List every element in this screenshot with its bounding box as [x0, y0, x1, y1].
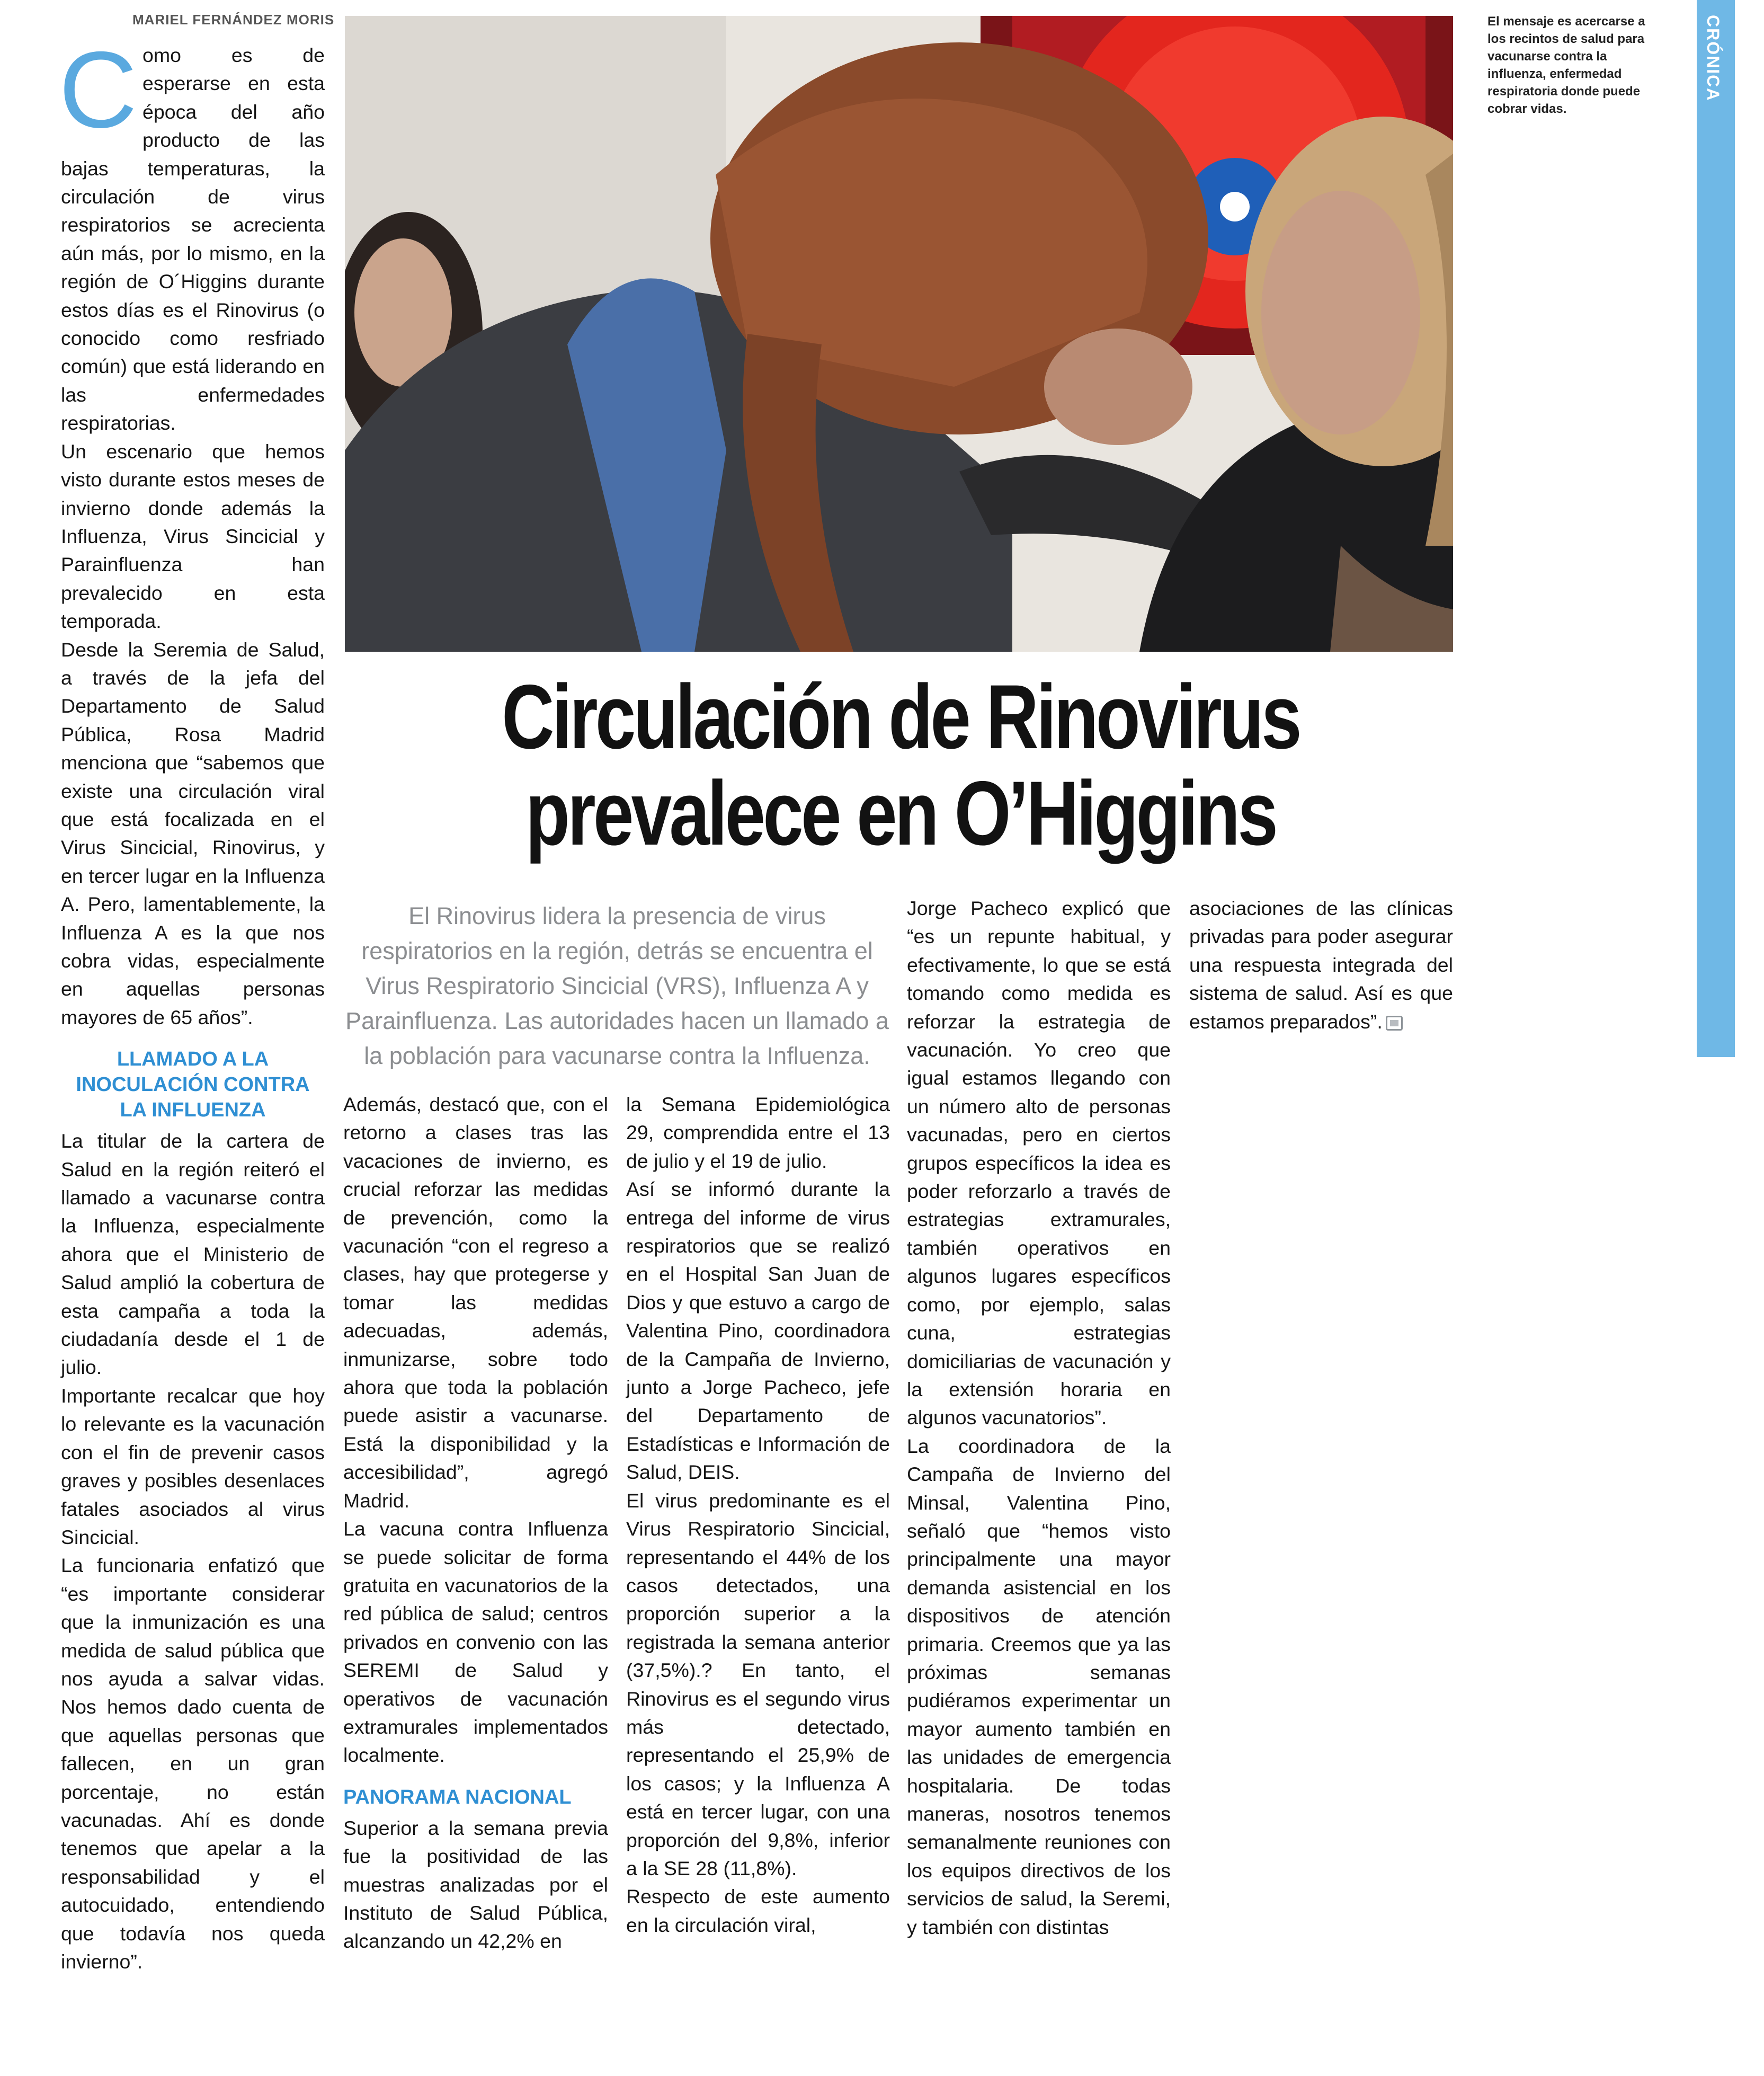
- subhead-llamado: LLAMADO A LA INOCULACIÓN CONTRA LA INFLUENZA: [76, 1048, 310, 1122]
- headline: Circulación de Rinovirus prevalece en O’Higgins: [502, 666, 1299, 864]
- article-paragraph: Como es de esperarse en esta época del año producto de las bajas temperaturas, la circulación de virus respiratorios se acrecienta aún más, por lo mismo, en la región de O´Higgins durante estos días es el Rinovirus (o conocido como resfriado común) que está liderando en las enfermedades respiratorias.: [59, 29, 325, 434]
- article-paragraph: Un escenario que hemos visto durante estos meses de invierno donde además la Influenza, Virus Sincicial y Parainfluenza han prevalecido en esta temporada.: [61, 440, 325, 633]
- end-mark-icon: [1386, 1016, 1403, 1031]
- vaccination-photo: [345, 16, 1453, 652]
- article-paragraph: Jorge Pacheco explicó que “es un repunte habitual, y efectivamente, lo que se está tomando como medida es reforzar la estrategia de vacunación. Yo creo que igual estamos llegando con un número alto de personas vacunadas, pero en ciertos grupos específicos la idea es poder reforzarlo a través de estrategias extramurales, también operativos en algunos lugares específicos como, por ejemplo, salas cuna, estrategias domiciliarias de vacunación y la extensión horaria en algunos vacunatorios”.: [907, 897, 1171, 1429]
- article-paragraph: La funcionaria enfatizó que “es importante considerar que la inmunización es una medida de salud pública que nos ayuda a salvar vidas. Nos hemos dado cuenta de que aquellas personas que fallecen, en un gran porcentaje, no están vacunadas. Ahí es donde tenemos que apelar a la responsabilidad y el autocuidado, entendiendo que todavía nos queda invierno”.: [61, 1554, 325, 1973]
- article-column-4: [907, 894, 1171, 1941]
- byline: MARIEL FERNÁNDEZ MORIS: [132, 12, 335, 28]
- article-column-1: [59, 29, 325, 1976]
- article-paragraph: la Semana Epidemiológica 29, comprendida entre el 13 de julio y el 19 de julio.: [626, 1093, 890, 1172]
- article-paragraph: La vacuna contra Influenza se puede solicitar de forma gratuita en vacunatorios de la red pública de salud; centros privados en convenio con las SEREMI de Salud y operativos de vacunación extramurales implementados localmente.: [343, 1518, 608, 1767]
- article-paragraph: Superior a la semana previa fue la positividad de las muestras analizadas por el Instituto de Salud Pública, alcanzando un 42,2% en: [343, 1816, 608, 1953]
- article-paragraph: Además, destacó que, con el retorno a clases tras las vacaciones de invierno, es crucial reforzar las medidas de prevención, como la vacunación “con el regreso a clases, hay que protegerse y tomar las medidas adecuadas, además, inmunizarse, sobre todo ahora que toda la población puede asistir a vacunarse. Está la disponibilidad y la accesibilidad”, agregó Madrid.: [343, 1093, 608, 1512]
- article-paragraph: El virus predominante es el Virus Respiratorio Sincicial, representando el 44% de los casos detectados, una proporción superior a la registrada la semana anterior (37,5%).? En tanto, el Rinovirus es el segundo virus más detectado, representando el 25,9% de los casos; y la Influenza A está en tercer lugar, con una proporción del 9,8%, inferior a la SE 28 (11,8%).: [626, 1489, 890, 1879]
- article-paragraph: La titular de la cartera de Salud en la región reiteró el llamado a vacunarse contra la Influenza, especialmente ahora que el Ministerio de Salud amplió la cobertura de esta campaña a toda la ciudadanía desde el 1 de julio.: [61, 1130, 325, 1379]
- article-paragraph: Desde la Seremia de Salud, a través de la jefa del Departamento de Salud Pública, Rosa Madrid menciona que “sabemos que existe una circulación viral que está focalizada en el Virus Sincicial, Rinovirus, y en tercer lugar en la Influenza A. Pero, lamentablemente, la Influenza A es la que nos cobra vidas, especialmente en aquellas personas mayores de 65 años”.: [61, 638, 325, 1028]
- article-paragraph: Importante recalcar que hoy lo relevante es la vacunación con el fin de prevenir casos graves y posibles desenlaces fatales asociados al virus Sincicial.: [61, 1384, 325, 1548]
- deck: El Rinovirus lidera la presencia de virus respiratorios en la región, detrás se encuentra el Virus Respiratorio Sincicial (VRS), Influenza A y Parainfluenza. Las autoridades hacen un llamado a la población para vacunarse contra la Influenza.: [345, 902, 889, 1069]
- section-tab: [1697, 0, 1735, 1057]
- article-column-3: [626, 1090, 890, 1939]
- article-paragraph: Así se informó durante la entrega del informe de virus respiratorios que se realizó en el Hospital San Juan de Dios y que estuvo a cargo de Valentina Pino, coordinadora de la Campaña de Invierno, junto a Jorge Pacheco, jefe del Departamento de Estadísticas e Información de Salud, DEIS.: [626, 1178, 890, 1484]
- article-photo: [345, 16, 1453, 652]
- section-tab-label: CRÓNICA: [1704, 15, 1723, 102]
- article-paragraph: Respecto de este aumento en la circulación viral,: [626, 1885, 890, 1936]
- article-column-2: [343, 1090, 608, 1956]
- photo-caption: El mensaje es acercarse a los recintos de salud para vacunarse contra la influenza, enfermedad respiratoria donde puede cobrar vidas.: [1487, 14, 1645, 116]
- subhead-panorama: PANORAMA NACIONAL: [343, 1786, 572, 1808]
- article-paragraph: asociaciones de las clínicas privadas para poder asegurar una respuesta integrada del sistema de salud. Así es que estamos preparados”.: [1189, 897, 1453, 1033]
- dropcap: C: [59, 29, 138, 150]
- article-paragraph: La coordinadora de la Campaña de Invierno del Minsal, Valentina Pino, señaló que “hemos visto principalmente una mayor demanda asistencial en los dispositivos de atención primaria. Creemos que ya las próximas semanas pudiéramos experimentar un mayor aumento también en las unidades de emergencia hospitalaria. De todas maneras, nosotros tenemos semanalmente reuniones con los equipos directivos de los servicios de salud, la Seremi, y también con distintas: [907, 1434, 1171, 1938]
- article-column-5: [1189, 894, 1453, 1036]
